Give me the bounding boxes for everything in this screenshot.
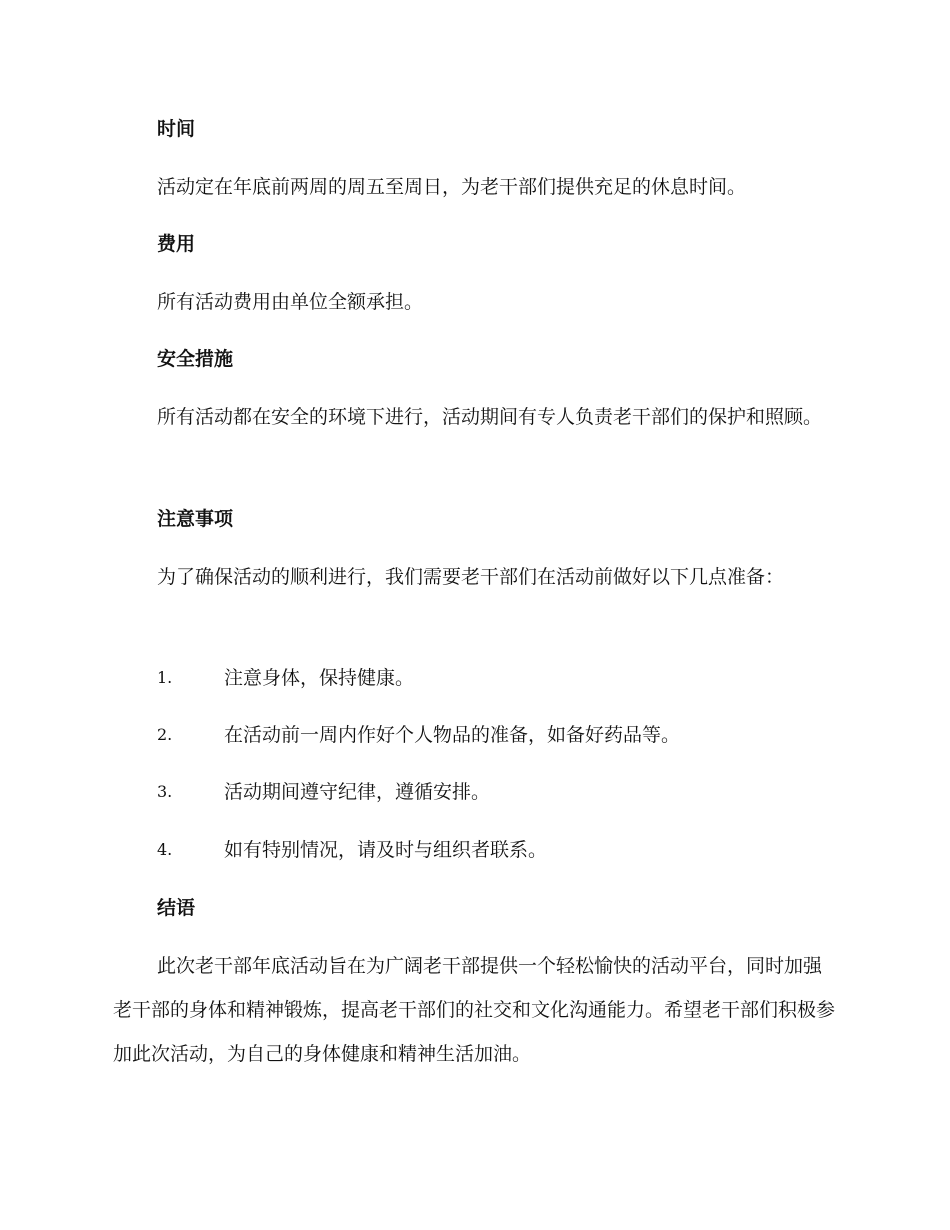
section-body-notes: 为了确保活动的顺利进行，我们需要老干部们在活动前做好以下几点准备： bbox=[157, 566, 785, 588]
section-heading-conclusion: 结语 bbox=[157, 897, 196, 919]
list-item-text: 活动期间遵守纪律，遵循安排。 bbox=[224, 781, 491, 803]
section-heading-notes: 注意事项 bbox=[157, 508, 234, 530]
section-body-safety: 所有活动都在安全的环境下进行，活动期间有专人负责老干部们的保护和照顾。 bbox=[157, 406, 823, 428]
section-body-cost: 所有活动费用由单位全额承担。 bbox=[157, 291, 424, 313]
list-item-number: 2. bbox=[157, 725, 173, 744]
list-item bbox=[157, 664, 839, 692]
list-item-text: 如有特别情况，请及时与组织者联系。 bbox=[224, 839, 548, 861]
list-item-text: 注意身体，保持健康。 bbox=[224, 667, 415, 689]
section-heading-cost: 费用 bbox=[157, 233, 196, 255]
list-item bbox=[157, 778, 839, 806]
section-body-time: 活动定在年底前两周的周五至周日，为老干部们提供充足的休息时间。 bbox=[157, 176, 747, 198]
section-heading-time: 时间 bbox=[157, 118, 196, 140]
list-item bbox=[157, 836, 839, 864]
section-heading-safety: 安全措施 bbox=[157, 348, 234, 370]
list-item-number: 3. bbox=[157, 782, 173, 801]
list-item-number: 1. bbox=[157, 668, 173, 687]
section-body-conclusion: 此次老干部年底活动旨在为广阔老干部提供一个轻松愉快的活动平台，同时加强老干部的身体和精神锻炼，提高老干部们的社交和文化沟通能力。希望老干部们积极参加此次活动，为自己的身体健康和精神生活加油。 bbox=[113, 955, 836, 1065]
list-item-number: 4. bbox=[157, 840, 173, 859]
list-item-text: 在活动前一周内作好个人物品的准备，如备好药品等。 bbox=[224, 724, 681, 746]
list-item bbox=[157, 721, 839, 749]
